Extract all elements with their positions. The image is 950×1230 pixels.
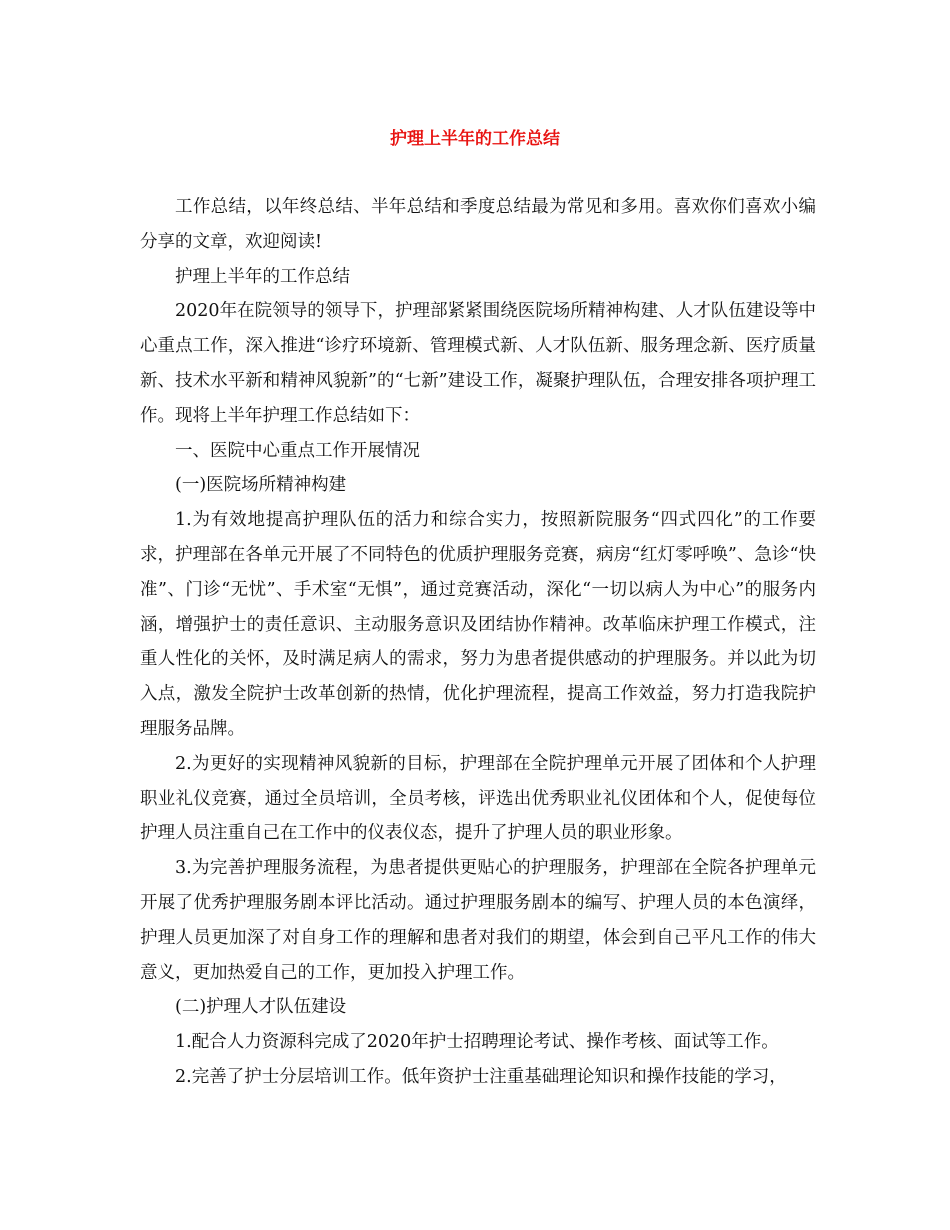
paragraph-item-5: 2.完善了护士分层培训工作。低年资护士注重基础理论知识和操作技能的学习， xyxy=(175,1066,787,1087)
paragraph-intro: 工作总结，以年终总结、半年总结和季度总结最为常见和多用。喜欢你们喜欢小编分享的文章，欢迎阅读! xyxy=(140,197,816,252)
section-heading-1: 一、医院中心重点工作开展情况 xyxy=(175,440,420,461)
document-body xyxy=(140,190,816,1095)
paragraph-item-2: 2.为更好的实现精神风貌新的目标，护理部在全院护理单元开展了团体和个人护理职业礼仪竞赛，通过全员培训，全员考核，评选出优秀职业礼仪团体和个人，促使每位护理人员注重自己在工作中的仪表仪态，提升了护理人员的职业形象。 xyxy=(140,753,816,844)
paragraph-overview: 2020年在院领导的领导下，护理部紧紧围绕医院场所精神构建、人才队伍建设等中心重点工作，深入推进“诊疗环境新、管理模式新、人才队伍新、服务理念新、医疗质量新、技术水平新和精神风貌新”的“七新”建设工作，凝聚护理队伍，合理安排各项护理工作。现将上半年护理工作总结如下： xyxy=(140,301,816,426)
subsection-heading-2: (二)护理人才队伍建设 xyxy=(175,997,347,1018)
paragraph-item-3: 3.为完善护理服务流程，为患者提供更贴心的护理服务，护理部在全院各护理单元开展了优秀护理服务剧本评比活动。通过护理服务剧本的编写、护理人员的本色演绎，护理人员更加深了对自身工作的理解和患者对我们的期望，体会到自己平凡工作的伟大意义，更加热爱自己的工作，更加投入护理工作。 xyxy=(140,858,816,983)
paragraph-item-1: 1.为有效地提高护理队伍的活力和综合实力，按照新院服务“四式四化”的工作要求，护理部在各单元开展了不同特色的优质护理服务竞赛，病房“红灯零呼唤”、急诊“快准”、门诊“无忧”、手术室“无惧”，通过竞赛活动，深化“一切以病人为中心”的服务内涵，增强护士的责任意识、主动服务意识及团结协作精神。改革临床护理工作模式，注重人性化的关怀，及时满足病人的需求，努力为患者提供感动的护理服务。并以此为切入点，激发全院护士改革创新的热情，优化护理流程，提高工作效益，努力打造我院护理服务品牌。 xyxy=(140,510,816,739)
subsection-heading-1: (一)医院场所精神构建 xyxy=(175,475,347,496)
paragraph-subtitle: 护理上半年的工作总结 xyxy=(175,266,350,287)
paragraph-item-4: 1.配合人力资源科完成了2020年护士招聘理论考试、操作考核、面试等工作。 xyxy=(175,1032,779,1053)
document-title: 护理上半年的工作总结 xyxy=(390,129,560,149)
